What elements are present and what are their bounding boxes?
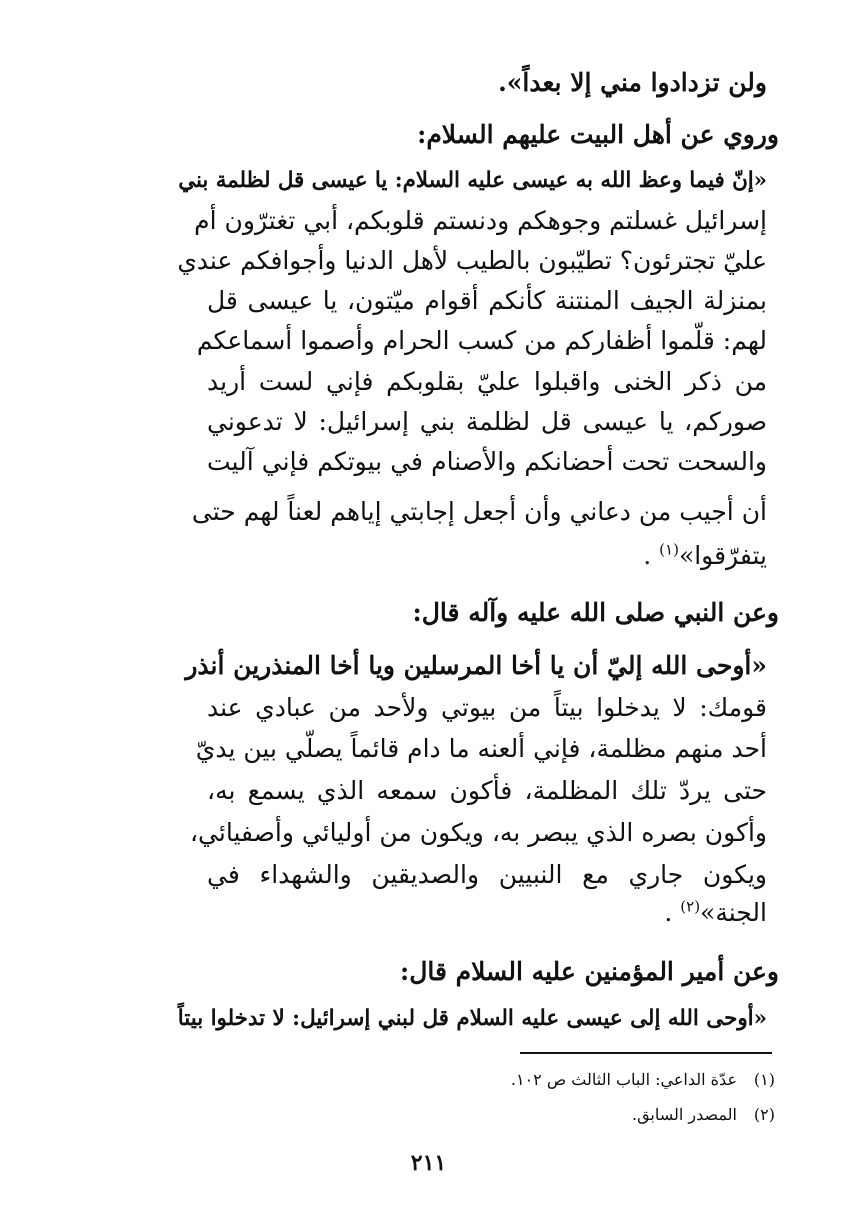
quote-end: الجنة» bbox=[700, 898, 767, 927]
text-line: وروي عن أهل البيت عليهم السلام: bbox=[417, 120, 779, 149]
footnote-ref-1: (١) bbox=[659, 540, 679, 559]
footnote-divider bbox=[520, 1052, 772, 1054]
text-line: والسحت تحت أحضانكم والأصنام في بيوتكم فإني آليت bbox=[207, 447, 767, 476]
text-line: قومك: لا يدخلوا بيتاً من بيوتي ولأحد من عبادي عند bbox=[207, 693, 767, 722]
text-line bbox=[664, 893, 767, 933]
text-line: أحد منهم مظلمة، فإني ألعنه ما دام قائماً يصلّي بين يديّ bbox=[195, 734, 767, 763]
text-line: من ذكر الخنى واقبلوا عليّ بقلوبكم فإني لست أريد bbox=[207, 367, 767, 396]
text-line bbox=[643, 536, 767, 576]
quote-end: يتفرّقوا» bbox=[678, 541, 767, 570]
footnote-number: (٢) bbox=[753, 1105, 775, 1124]
text-line: «أوحى الله إلى عيسى عليه السلام قل لبني إسرائيل: لا تدخلوا بيتاً bbox=[177, 1006, 767, 1031]
text-line: لهم: قلّموا أظفاركم من كسب الحرام وأصموا أسماعكم bbox=[196, 326, 767, 355]
text-line: وأكون بصره الذي يبصر به، ويكون من أوليائي وأصفيائي، bbox=[189, 818, 767, 847]
footnote-number: (١) bbox=[753, 1070, 775, 1089]
period: . bbox=[643, 541, 652, 570]
footnote-1 bbox=[511, 1068, 775, 1092]
text-line: «أوحى الله إليّ أن يا أخا المرسلين ويا أخا المنذرين أنذر bbox=[185, 651, 767, 680]
footnote-text: عدّة الداعي: الباب الثالث ص ١٠٢. bbox=[510, 1070, 737, 1089]
text-line: وعن النبي صلى الله عليه وآله قال: bbox=[412, 598, 779, 627]
footnote-ref-2: (٢) bbox=[680, 897, 701, 916]
text-line: حتى يردّ تلك المظلمة، فأكون سمعه الذي يسمع به، bbox=[207, 776, 767, 805]
text-line: ويكون جاري مع النبيين والصديقين والشهداء في bbox=[207, 860, 767, 889]
text-line: أن أجيب من دعاني وأن أجعل إجابتي إياهم لعناً لهم حتى bbox=[191, 497, 767, 526]
page-number: ٢١١ bbox=[410, 1150, 447, 1176]
text-line: «إنّ فيما وعظ الله به عيسى عليه السلام: يا عيسى قل لظلمة بني bbox=[178, 168, 767, 193]
footnote-text: المصدر السابق. bbox=[631, 1105, 737, 1124]
text-line: ولن تزدادوا مني إلا بعداً». bbox=[498, 68, 767, 97]
footnote-2 bbox=[632, 1103, 775, 1127]
period: . bbox=[664, 898, 673, 927]
text-line: عليّ تجترئون؟ تطيّبون بالطيب لأهل الدنيا وأجوافكم عندي bbox=[177, 246, 767, 275]
text-line: إسرائيل غسلتم وجوهكم ودنستم قلوبكم، أبي تغترّون أم bbox=[194, 206, 767, 235]
text-line: صوركم، يا عيسى قل لظلمة بني إسرائيل: لا تدعوني bbox=[207, 407, 767, 436]
text-line: بمنزلة الجيف المنتنة كأنكم أقوام ميّتون، يا عيسى قل bbox=[207, 286, 767, 315]
text-line: وعن أمير المؤمنين عليه السلام قال: bbox=[399, 957, 779, 986]
